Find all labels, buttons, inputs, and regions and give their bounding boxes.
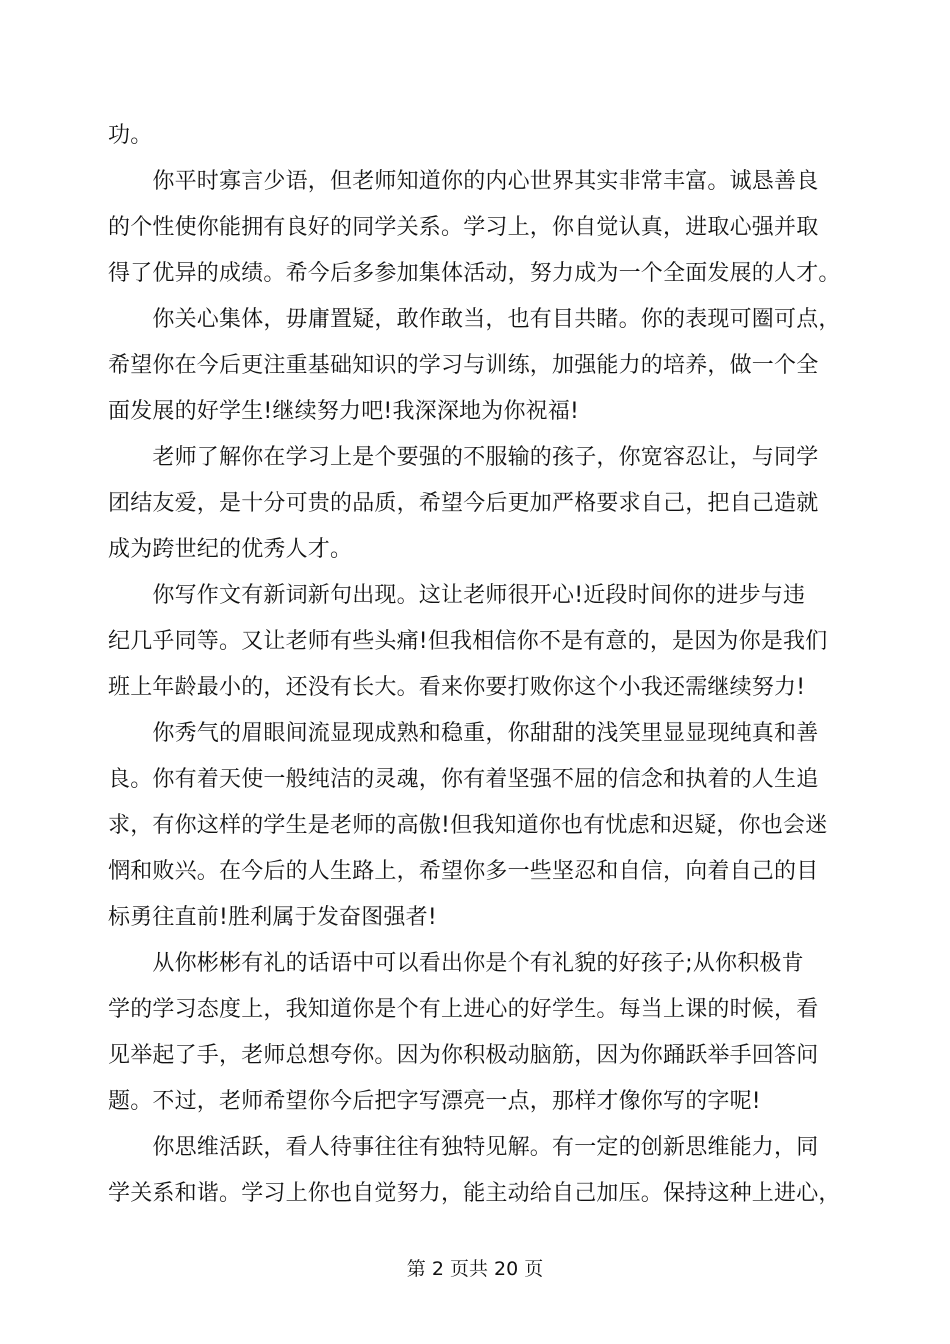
text-line: 的个性使你能拥有良好的同学关系。学习上，你自觉认真，进取心强并取: [108, 215, 819, 240]
text-line: 你关心集体，毋庸置疑，敢作敢当，也有目共睹。你的表现可圈可点，: [108, 307, 841, 332]
text-line: 功。: [108, 123, 153, 148]
page-number-footer: 第 2 页共 20 页: [406, 1258, 544, 1280]
text-line: 希望你在今后更注重基础知识的学习与训练，加强能力的培养，做一个全: [108, 353, 819, 378]
text-line: 你平时寡言少语，但老师知道你的内心世界其实非常丰富。诚恳善良: [108, 169, 819, 194]
text-line: 题。不过，老师希望你今后把字写漂亮一点，那样才像你写的字呢!: [108, 1089, 761, 1114]
text-line: 纪几乎同等。又让老师有些头痛!但我相信你不是有意的，是因为你是我们: [108, 629, 828, 654]
text-line: 你思维活跃，看人待事往往有独特见解。有一定的创新思维能力，同: [108, 1135, 819, 1160]
text-line: 学关系和谐。学习上你也自觉努力，能主动给自己加压。保持这种上进心，: [108, 1181, 841, 1206]
body-text: [108, 113, 848, 1217]
text-line: 面发展的好学生!继续努力吧!我深深地为你祝福!: [108, 399, 580, 424]
text-line: 标勇往直前!胜利属于发奋图强者!: [108, 905, 437, 930]
text-line: 从你彬彬有礼的话语中可以看出你是个有礼貌的好孩子;从你积极肯: [108, 951, 804, 976]
text-line: 你秀气的眉眼间流显现成熟和稳重，你甜甜的浅笑里显显现纯真和善: [108, 721, 819, 746]
text-line: 团结友爱，是十分可贵的品质，希望今后更加严格要求自己，把自己造就: [108, 491, 819, 516]
text-line: 见举起了手，老师总想夸你。因为你积极动脑筋，因为你踊跃举手回答问: [108, 1043, 819, 1068]
text-line: 你写作文有新词新句出现。这让老师很开心!近段时间你的进步与违: [108, 583, 806, 608]
text-line: 惘和败兴。在今后的人生路上，希望你多一些坚忍和自信，向着自己的目: [108, 859, 819, 884]
text-line: 成为跨世纪的优秀人才。: [108, 537, 353, 562]
text-line: 老师了解你在学习上是个要强的不服输的孩子，你宽容忍让，与同学: [108, 445, 819, 470]
text-line: 学的学习态度上，我知道你是个有上进心的好学生。每当上课的时候，看: [108, 997, 819, 1022]
text-line: 得了优异的成绩。希今后多参加集体活动，努力成为一个全面发展的人才。: [108, 261, 841, 286]
text-line: 求，有你这样的学生是老师的高傲!但我知道你也有忧虑和迟疑，你也会迷: [108, 813, 828, 838]
text-line: 良。你有着天使一般纯洁的灵魂，你有着坚强不屈的信念和执着的人生追: [108, 767, 819, 792]
text-line: 班上年龄最小的，还没有长大。看来你要打败你这个小我还需继续努力!: [108, 675, 806, 700]
